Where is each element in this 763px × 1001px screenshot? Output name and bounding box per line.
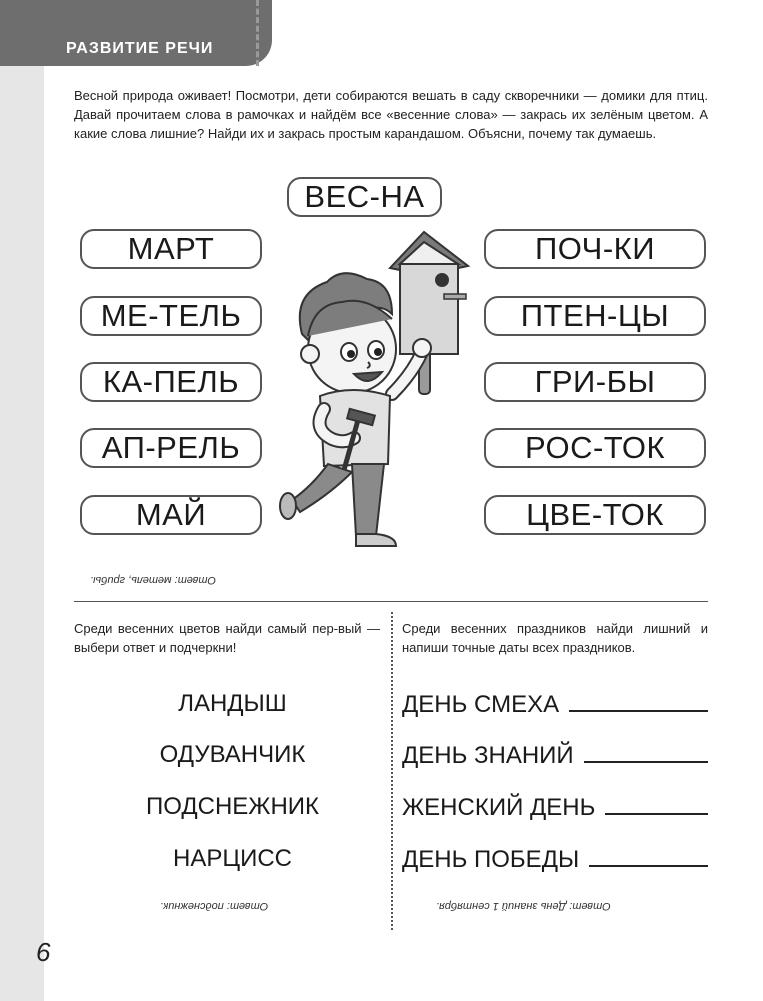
- flower-option-1[interactable]: ЛАНДЫШ: [178, 690, 287, 717]
- holiday-row-3[interactable]: [402, 793, 708, 822]
- word-box-right-3[interactable]: ГРИ-БЫ: [484, 362, 706, 402]
- word-box-left-4[interactable]: АП-РЕЛЬ: [80, 428, 262, 468]
- holiday-row-2[interactable]: [402, 741, 708, 770]
- word-box-left-1[interactable]: МАРТ: [80, 229, 262, 269]
- date-answer-line[interactable]: [589, 845, 708, 867]
- intro-text: Весной природа оживает! Посмотри, дети собираются вешать в саду скворечники — домики для птиц. Давай прочитаем слова в рамочках и найдём все «весенние слова» — закрась их зелёным цветом. А какие слова лишние? Найди их и закрась простым карандашом. Объясни, почему так думаешь.: [74, 88, 708, 141]
- word-box-right-5[interactable]: ЦВЕ-ТОК: [484, 495, 706, 535]
- holiday-row-1[interactable]: [402, 690, 708, 719]
- boy-with-birdhouse-illustration: [272, 224, 480, 554]
- word-box-right-4[interactable]: РОС-ТОК: [484, 428, 706, 468]
- flowers-task-text: Среди весенних цветов найди самый пер-вый — выбери ответ и подчеркни!: [74, 621, 380, 655]
- word-box-left-3[interactable]: КА-ПЕЛЬ: [80, 362, 262, 402]
- holiday-label: ЖЕНСКИЙ ДЕНЬ: [402, 794, 596, 821]
- word-box-left-5[interactable]: МАЙ: [80, 495, 262, 535]
- answer-words: Ответ: метель, грибы.: [90, 574, 217, 586]
- word-box-left-2[interactable]: МЕ-ТЕЛЬ: [80, 296, 262, 336]
- holidays-task-text: Среди весенних праздников найди лишний и напиши точные даты всех праздников.: [402, 621, 708, 655]
- holiday-label: ДЕНЬ ЗНАНИЙ: [402, 742, 574, 769]
- holiday-row-4[interactable]: [402, 845, 708, 874]
- holiday-label: ДЕНЬ ПОБЕДЫ: [402, 846, 580, 873]
- date-answer-line[interactable]: [569, 690, 708, 712]
- flower-option-2[interactable]: ОДУВАНЧИК: [159, 741, 306, 768]
- word-box-right-1[interactable]: ПОЧ-КИ: [484, 229, 706, 269]
- date-answer-line[interactable]: [605, 793, 708, 815]
- date-answer-line[interactable]: [584, 741, 708, 763]
- section-divider: [74, 601, 708, 602]
- answer-flowers: Ответ: подснежник.: [160, 900, 269, 912]
- section-title: РАЗВИТИЕ РЕЧИ: [66, 40, 214, 57]
- page-margin-band: [0, 0, 44, 1001]
- flower-option-4[interactable]: НАРЦИСС: [172, 845, 292, 872]
- column-divider: [391, 612, 393, 930]
- word-box-top[interactable]: ВЕС-НА: [287, 177, 442, 217]
- answer-holidays: Ответ: День знаний 1 сентября.: [436, 900, 611, 912]
- flower-option-3[interactable]: ПОДСНЕЖНИК: [145, 793, 320, 820]
- holiday-label: ДЕНЬ СМЕХА: [402, 691, 560, 718]
- word-box-right-2[interactable]: ПТЕН-ЦЫ: [484, 296, 706, 336]
- page-number: 6: [36, 937, 51, 967]
